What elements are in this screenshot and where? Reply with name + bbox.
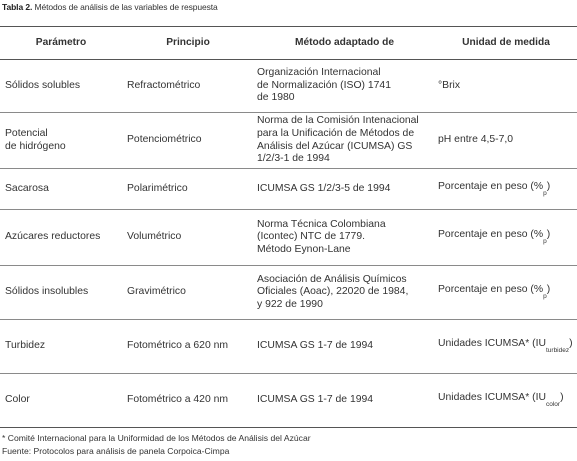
cell-unidad — [435, 374, 577, 428]
metodo-text: Norma Técnica Colombiana (Icontec) NTC de 1779. Método Eynon-Lane — [257, 218, 386, 255]
cell-metodo — [254, 210, 435, 266]
cell-parametro — [0, 320, 122, 374]
unidad-text: °Brix — [438, 79, 461, 91]
metodo-text: ICUMSA GS 1/2/3-5 de 1994 — [257, 182, 391, 194]
cell-parametro — [0, 374, 122, 428]
metodo-text: Organización Internacional de Normalización (ISO) 1741 de 1980 — [257, 67, 391, 104]
table-row — [0, 60, 577, 113]
cell-metodo — [254, 374, 435, 428]
cell-metodo — [254, 266, 435, 320]
unidad-subscript: p — [543, 293, 547, 301]
unidad-text: pH entre 4,5-7,0 — [438, 134, 514, 146]
cell-parametro — [0, 113, 122, 169]
cell-parametro — [0, 169, 122, 210]
cell-parametro — [0, 60, 122, 113]
table-row — [0, 374, 577, 428]
header-row — [0, 27, 577, 60]
unidad-subscript: p — [543, 238, 547, 246]
parametro-text: Sólidos solubles — [5, 79, 81, 91]
cell-principio: Refractométrico — [122, 60, 254, 113]
header-metodo: Método adaptado de — [254, 27, 435, 60]
metodo-text: Asociación de Análisis Químicos Oficiales (Aoac), 22020 de 1984, y 922 de 1990 — [257, 273, 409, 310]
cell-unidad — [435, 113, 577, 169]
table-caption — [2, 2, 218, 12]
cell-metodo — [254, 169, 435, 210]
table-row — [0, 266, 577, 320]
unidad-text: Porcentaje en peso (% — [438, 229, 544, 241]
table-row — [0, 320, 577, 374]
parametro-text: Turbidez — [5, 340, 46, 352]
cell-metodo — [254, 320, 435, 374]
caption-label: Tabla 2. — [2, 2, 33, 12]
unidad-close: ) — [546, 284, 551, 296]
header-principio: Principio — [122, 27, 254, 60]
footnote-icumsa: * Comité Internacional para la Uniformidad de los Métodos de Análisis del Azúcar — [2, 433, 311, 443]
metodo-text: ICUMSA GS 1-7 de 1994 — [257, 394, 374, 406]
header-parametro: Parámetro — [0, 27, 122, 60]
parametro-text: Potencial de hidrógeno — [5, 127, 66, 152]
cell-principio: Volumétrico — [122, 210, 254, 266]
footnote-source: Fuente: Protocolos para análisis de panela Corpoica-Cimpa — [2, 446, 230, 456]
unidad-text: Porcentaje en peso (% — [438, 180, 544, 192]
cell-principio: Gravimétrico — [122, 266, 254, 320]
parametro-text: Azúcares reductores — [5, 231, 101, 243]
cell-principio: Polarimétrico — [122, 169, 254, 210]
unidad-close: ) — [569, 338, 573, 350]
metodo-text: Norma de la Comisión Intenacional para la Unificación de Métodos de Análisis del Azúcar (ICUMSA) GS 1/2/3-1 de 1994 — [257, 115, 419, 165]
header-unidad: Unidad de medida — [435, 27, 577, 60]
table-row — [0, 113, 577, 169]
parametro-text: Sacarosa — [5, 182, 49, 194]
parametro-text: Color — [5, 394, 30, 406]
unidad-text: Unidades ICUMSA* (IU — [438, 392, 546, 404]
cell-metodo — [254, 113, 435, 169]
cell-unidad — [435, 60, 577, 113]
cell-metodo — [254, 60, 435, 113]
metodo-text: ICUMSA GS 1-7 de 1994 — [257, 340, 374, 352]
cell-principio: Fotométrico a 620 nm — [122, 320, 254, 374]
cell-unidad — [435, 266, 577, 320]
unidad-subscript: turbidez — [545, 347, 570, 355]
unidad-text: Porcentaje en peso (% — [438, 284, 544, 296]
cell-unidad — [435, 320, 577, 374]
caption-text: Métodos de análisis de las variables de respuesta — [32, 2, 218, 12]
cell-unidad — [435, 169, 577, 210]
unidad-close: ) — [560, 392, 564, 404]
cell-unidad — [435, 210, 577, 266]
unidad-subscript: p — [543, 189, 547, 197]
cell-principio: Potenciométrico — [122, 113, 254, 169]
table-row — [0, 169, 577, 210]
unidad-close: ) — [546, 229, 551, 241]
cell-principio: Fotométrico a 420 nm — [122, 374, 254, 428]
parametro-text: Sólidos insolubles — [5, 286, 89, 298]
cell-parametro — [0, 266, 122, 320]
table-row — [0, 210, 577, 266]
unidad-subscript: color — [545, 401, 561, 409]
cell-parametro — [0, 210, 122, 266]
unidad-close: ) — [546, 180, 551, 192]
unidad-text: Unidades ICUMSA* (IU — [438, 338, 546, 350]
methods-table — [0, 26, 577, 428]
